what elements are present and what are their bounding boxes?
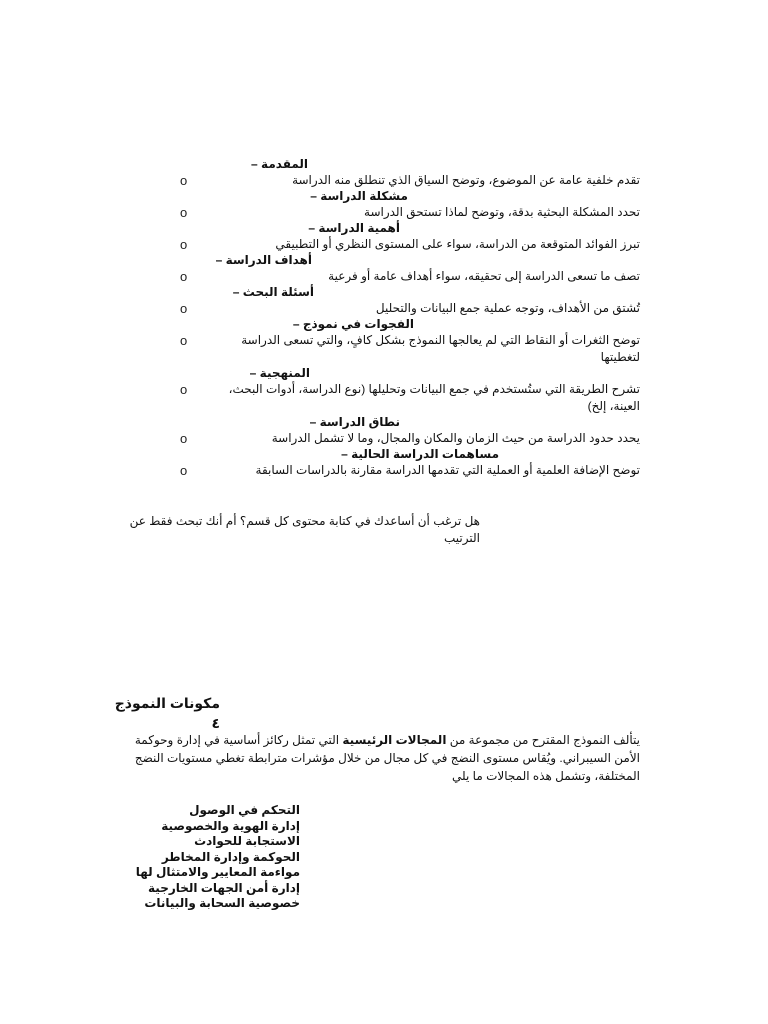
domain-item: مواءمة المعايير والامتثال لها [135, 865, 300, 879]
outline-item-text: يحدد حدود الدراسة من حيث الزمان والمكان والمجال، وما لا تشمل الدراسة [271, 431, 640, 445]
bullet-icon: o [180, 269, 188, 284]
outline-item-text: توضح الثغرات أو النقاط التي لم يعالجها النموذج بشكل كافٍ، والتي تسعى الدراسة لتغطيتها [241, 333, 640, 364]
outline-heading: أسئلة البحث – [232, 285, 314, 299]
intro-text-start: يتألف النموذج المقترح من مجموعة من [446, 733, 640, 747]
domain-item: إدارة الهوية والخصوصية [161, 818, 300, 833]
outline-item [170, 430, 640, 447]
domain-item: التحكم في الوصول [189, 803, 300, 817]
outline-item [170, 204, 640, 221]
bullet-icon: o [180, 382, 188, 397]
domain-item: الحوكمة وإدارة المخاطر [161, 849, 300, 864]
outline-item [170, 300, 640, 317]
outline-heading: مساهمات الدراسة الحالية – [341, 447, 499, 461]
section-title-text: مكونات النموذج [114, 695, 220, 711]
outline-list [170, 157, 640, 479]
intro-text-end: التي تمثل ركائز أساسية في إدارة وحوكمة الأمن السيبراني. ويُقاس مستوى النضج في كل مجال من خلال مؤشرات مترابطة تغطي مستويات النضج المختلفة، وتشمل هذه المجالات ما يلي [134, 733, 640, 783]
follow-up-question: هل ترغب أن أساعدك في كتابة محتوى كل قسم؟ أم أنك تبحث فقط عن الترتيب [129, 514, 480, 545]
outline-item-text: تقدم خلفية عامة عن الموضوع، وتوضح السياق الذي تنطلق منه الدراسة [292, 173, 640, 187]
bullet-icon: o [180, 237, 188, 252]
bullet-icon: o [180, 333, 188, 348]
outline-heading: مشكلة الدراسة – [310, 189, 408, 203]
bullet-icon: o [180, 173, 188, 188]
outline-item-text: تصف ما تسعى الدراسة إلى تحقيقه، سواء أهداف عامة أو فرعية [328, 269, 640, 283]
section-heading [110, 693, 220, 733]
outline-heading: الفجوات في نموذج – [292, 317, 414, 331]
outline-item-text: تشرح الطريقة التي ستُستخدم في جمع البيانات وتحليلها (نوع الدراسة، أدوات البحث، العينة، إلخ) [228, 382, 640, 413]
domain-item: إدارة أمن الجهات الخارجية [148, 880, 300, 895]
intro-paragraph [110, 731, 640, 785]
intro-bold-term: المجالات الرئيسية [342, 733, 447, 747]
outline-item [170, 236, 640, 253]
outline-heading: المنهجية – [249, 366, 310, 380]
outline-item [170, 172, 640, 189]
domain-item: خصوصية السحابة والبيانات [144, 896, 300, 910]
outline-heading: أهداف الدراسة – [215, 253, 312, 267]
outline-item [170, 462, 640, 479]
bullet-icon: o [180, 205, 188, 220]
domain-item: الاستجابة للحوادث [194, 834, 300, 848]
outline-item [170, 381, 640, 415]
outline-item-text: تُشتق من الأهداف، وتوجه عملية جمع البيانات والتحليل [375, 301, 640, 315]
outline-item [170, 332, 640, 366]
bullet-icon: o [180, 301, 188, 316]
outline-heading: نطاق الدراسة – [309, 415, 400, 429]
section-number: ٤ [211, 715, 220, 731]
outline-item-text: تحدد المشكلة البحثية بدقة، وتوضح لماذا تستحق الدراسة [364, 205, 640, 219]
outline-item-text: تبرز الفوائد المتوقعة من الدراسة، سواء على المستوى النظري أو التطبيقي [275, 237, 640, 251]
bullet-icon: o [180, 463, 188, 478]
outline-item [170, 268, 640, 285]
domains-list [135, 803, 300, 912]
outline-heading: أهمية الدراسة – [308, 221, 400, 235]
bullet-icon: o [180, 431, 188, 446]
outline-heading: المقدمة – [251, 157, 308, 171]
outline-item-text: توضح الإضافة العلمية أو العملية التي تقدمها الدراسة مقارنة بالدراسات السابقة [255, 463, 640, 477]
